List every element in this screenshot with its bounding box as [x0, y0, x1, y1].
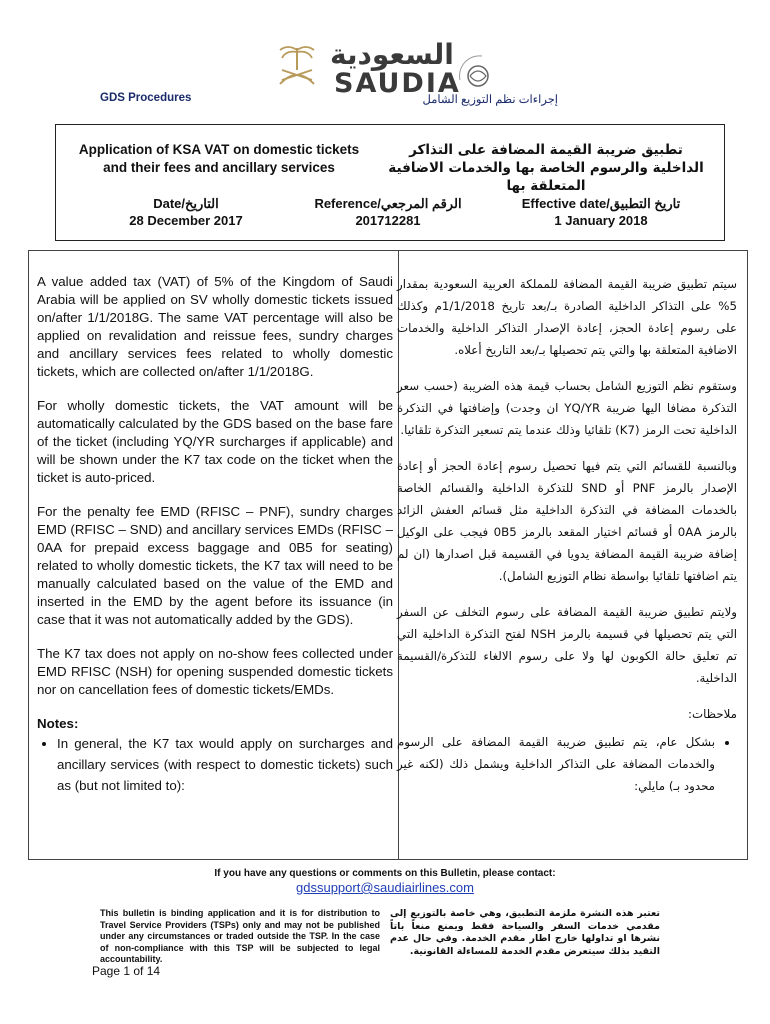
english-paragraph-1: A value added tax (VAT) of 5% of the Kingdom of Saudi Arabia will be applied on SV wholly domestic tickets issued on/after 1/1/2018G. The same VAT percentage will also be applied on revalidation and reissue fees, sundry charges and ancillary services fees related to wholly domestic tickets, which are collected on/after 1/1/2018G.	[37, 274, 393, 379]
english-paragraph-2: For wholly domestic tickets, the VAT amount will be automatically calculated by the GDS based on the base fare of the ticket (including YQ/YR surcharges if applicable) and will be shown under the K7 tax code on the ticket when the ticket is auto-priced.	[37, 398, 393, 485]
palm-swords-emblem-icon	[270, 40, 324, 94]
arabic-column	[397, 273, 737, 797]
reference-label: Reference/الرقم المرجعي	[314, 196, 462, 211]
page-number: Page 1 of 14	[92, 964, 161, 978]
title-english: Application of KSA VAT on domestic tickets and their fees and ancillary services	[78, 142, 360, 175]
english-notes-heading: Notes:	[37, 716, 79, 731]
arabic-notes-heading: ملاحظات:	[687, 707, 737, 721]
arabic-paragraph-4: ولايتم تطبيق ضريبة القيمة المضافة على رسوم التخلف عن السفر التي يتم تحصيلها في قسيمة بالرمز NSH لفتح التذكرة الداخلية التي تم تعليق حالة الكوبون لها ولا على رسوم الالغاء للتذكرة/القسيمة الداخلية.	[397, 605, 738, 685]
content-box	[28, 250, 748, 860]
title-box	[55, 124, 725, 241]
disclaimer-english: This bulletin is binding application and it is for distribution to Travel Service Providers (TSPs) only and may not be published under any circumstances or traded outside the TSP. In the case of non-compliance with this TSP will be subjected to legal accountability.	[100, 908, 380, 964]
effective-value: 1 January 2018	[554, 213, 648, 228]
arabic-note-1: • بشكل عام، يتم تطبيق ضريبة القيمة المضافة على الرسوم والخدمات المضافة على التذاكر الداخلية ويشمل ذلك (لكنه غير محدود بـ) مايلي:	[397, 731, 715, 797]
header-right: إجراءات نظم التوزيع الشامل	[422, 94, 558, 106]
disclaimer-arabic: تعتبر هذه النشرة ملزمة التطبيق، وهي خاصة بالتوزيع إلى مقدمي خدمات السفر والسياحة فقط ويمنع منعاً باتاً نشرها او تداولها خارج اطار مقدم الخدمة. وفي حال عدم التقيد بذلك سيتعرض مقدم الخدمة للمساءلة القانونية.	[390, 908, 660, 957]
arabic-paragraph-3: وبالنسبة للقسائم التي يتم فيها تحصيل رسوم إعادة الحجز أو إعادة الإصدار بالرمز PNF أو SND للتذكرة الداخلية والقسائم الخاصة بالخدمات المضافة في التذكرة الداخلية مثل قسائم العفش الزائد بالرمز 0AA أو قسائم اختيار المقعد بالرمز 0B5 فيجب على الوكيل إضافة ضريبة القيمة المضافة يدويا في القسيمة قبل اصدارها (ان لم يتم اضافتها تلقائيا بواسطة نظام التوزيع الشامل).	[397, 459, 737, 583]
date-cell	[86, 195, 286, 229]
english-notes-list	[37, 733, 393, 796]
meta-row	[56, 191, 724, 241]
english-paragraph-4: The K7 tax does not apply on no-show fees collected under EMD RFISC (NSH) for opening suspended domestic tickets nor on cancellation fees of domestic tickets/EMDs.	[37, 646, 393, 697]
support-email-link[interactable]: gdssupport@saudiairlines.com	[296, 880, 474, 895]
english-column	[37, 273, 393, 796]
contact-line: If you have any questions or comments on this Bulletin, please contact:	[214, 868, 556, 879]
effective-label: Effective date/تاريخ التطبيق	[521, 196, 681, 211]
header-left: GDS Procedures	[100, 92, 192, 104]
logo-english-text: SAUDIA	[334, 68, 461, 99]
date-label: Date/التاريخ	[153, 196, 219, 211]
reference-value: 201712281	[355, 213, 421, 228]
logo-arabic-text: السعودية	[330, 38, 454, 71]
arabic-notes-list	[397, 731, 737, 797]
arabic-paragraph-1: سيتم تطبيق ضريبة القيمة المضافة للمملكة العربية السعودية بمقدار 5% على التذاكر الداخلية الصادرة بـ/بعد تاريخ 1/1/2018م وكذلك على رسوم إعادة الحجز، إعادة الإصدار التذاكر الداخلية والخدمات الاضافية المتعلقة بها والتي يتم تحصيلها بـ/بعد التاريخ أعلاه.	[397, 277, 737, 357]
date-value: 28 December 2017	[129, 213, 243, 228]
reference-cell	[288, 195, 488, 229]
title-arabic: تطبيق ضريبة القيمة المضافة على التذاكر الداخلية والرسوم الخاصة بها والخدمات الاضافية المتعلقة بها	[388, 142, 704, 194]
english-note-1: • In general, the K7 tax would apply on surcharges and ancillary services (with respect to domestic tickets) such as (but not limited to):	[57, 733, 393, 796]
english-paragraph-3: For the penalty fee EMD (RFISC – PNF), sundry charges EMD (RFISC – SND) and ancillary services EMDs (RFISC – 0AA for prepaid excess baggage and 0B5 for seating) related to wholly domestic tickets, the K7 tax will need to be manually calculated based on the value of the EMD and inserted in the EMD by the agent before its issuance (in case that it was not automatically added by the GDS).	[37, 504, 393, 627]
effective-cell	[496, 195, 706, 229]
arabic-paragraph-2: وستقوم نظم التوزيع الشامل بحساب قيمة هذه الضريبة (حسب سعر التذكرة مضافا اليها ضريبة YQ/YR ان وجدت) وإضافتها في التذكرة الداخلية تحت الرمز (K7) تلقائيا وذلك عندما يتم تسعير التذكرة تلقائيا.	[397, 379, 737, 437]
